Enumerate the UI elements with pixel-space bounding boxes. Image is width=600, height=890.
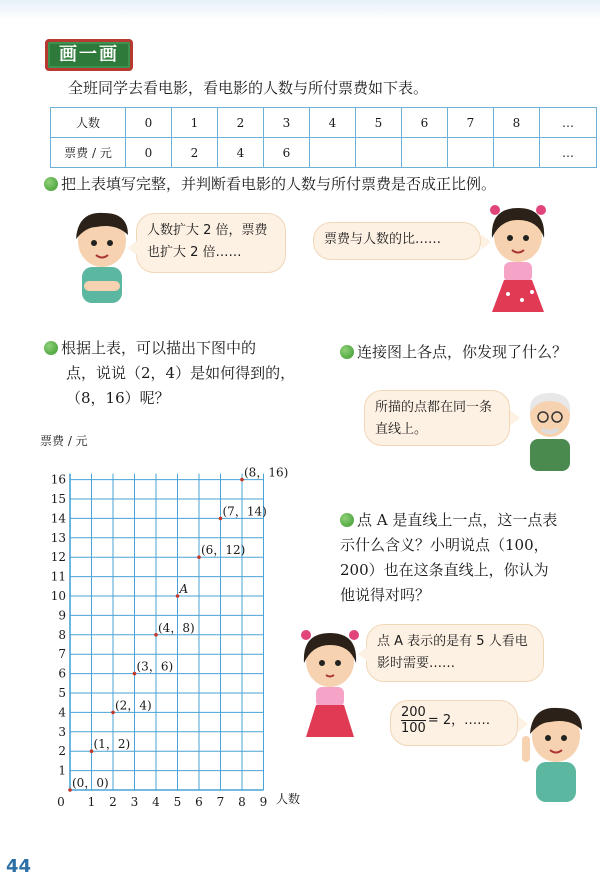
y-tick-label: 12 [50, 550, 66, 565]
page-number: 44 [6, 856, 32, 877]
x-tick-label: 8 [238, 795, 246, 809]
table-cell: 8 [494, 108, 540, 138]
x-tick-label: 0 [57, 795, 65, 809]
speech-bubble-boy-2 [390, 700, 518, 746]
data-point-label: (8，16) [244, 465, 289, 480]
x-tick-label: 9 [259, 795, 268, 809]
table-cell: 2 [172, 138, 218, 168]
x-tick-label: 7 [216, 795, 225, 809]
table-cell: 1 [172, 108, 218, 138]
bubble-tail [128, 240, 138, 256]
y-tick-label: 16 [50, 472, 66, 487]
y-axis-label: 票费 / 元 [40, 434, 88, 448]
fraction-result: = 2，…… [427, 713, 491, 728]
question-2 [44, 336, 304, 411]
speech-bubble-girl-2: 点 A 表示的是有 5 人看电影时需要…… [366, 624, 544, 682]
data-point-label: (3，6) [136, 659, 174, 674]
x-tick-label: 3 [130, 795, 139, 809]
y-tick-label: 15 [50, 492, 66, 506]
data-point-label: (7，14) [222, 504, 267, 519]
top-band [0, 0, 600, 20]
x-axis-label: 人数 [276, 792, 301, 806]
table-cell: 0 [126, 138, 172, 168]
question-4-line: 示什么含义？小明说点（100， [340, 536, 549, 554]
y-tick-label: 13 [50, 530, 66, 545]
question-4-line: 他说得对吗？ [340, 586, 431, 604]
section-title-badge: 画一画 [45, 39, 133, 71]
intro-text: 全班同学去看电影，看电影的人数与所付票费如下表。 [68, 79, 429, 97]
table-cell-blank[interactable] [448, 138, 494, 168]
green-dot-icon [340, 513, 354, 527]
table-cell: 0 [126, 108, 172, 138]
x-tick-label: 6 [195, 795, 203, 809]
green-dot-icon [44, 177, 58, 191]
table-header-fee: 票费 / 元 [51, 138, 126, 168]
table-header-people: 人数 [51, 108, 126, 138]
speech-bubble-grandpa: 所描的点都在同一条直线上。 [364, 390, 510, 446]
table-row-fee [51, 138, 597, 168]
table-cell-blank[interactable] [494, 138, 540, 168]
table-cell-blank[interactable] [402, 138, 448, 168]
table-cell: 2 [218, 108, 264, 138]
fraction-denominator: 100 [401, 721, 426, 736]
table-cell: … [540, 108, 597, 138]
y-tick-label: 5 [58, 686, 66, 700]
speech-bubble-girl: 票费与人数的比…… [313, 222, 481, 260]
y-tick-label: 8 [58, 627, 66, 642]
data-point-label: (2，4) [115, 698, 152, 713]
question-4-line: 200）也在这条直线上，你认为 [340, 561, 549, 579]
x-tick-label: 4 [152, 795, 160, 809]
y-tick-label: 11 [50, 569, 66, 584]
question-4-line: 点 A 是直线上一点，这一点表 [357, 511, 558, 529]
table-cell: 5 [356, 108, 402, 138]
data-point-label: (4，8) [158, 620, 195, 635]
question-2-line: 点，说说（2，4）是如何得到的， [66, 364, 296, 382]
data-point-label: (6，12) [201, 543, 246, 558]
boy-pointing-illustration [520, 700, 590, 815]
question-1 [44, 172, 496, 197]
table-cell: 6 [402, 108, 448, 138]
grandpa-illustration [518, 385, 584, 480]
table-cell: 4 [218, 138, 264, 168]
question-2-line: （8，16）呢？ [66, 389, 170, 407]
question-1-text: 把上表填写完整，并判断看电影的人数与所付票费是否成正比例。 [61, 175, 497, 193]
girl-illustration [478, 200, 558, 320]
y-tick-label: 7 [58, 647, 66, 662]
question-3 [340, 340, 567, 365]
bubble-tail [358, 646, 368, 662]
table-cell: 4 [310, 108, 356, 138]
table-cell: … [540, 138, 597, 168]
y-tick-label: 3 [58, 724, 66, 739]
boy-illustration [66, 205, 136, 315]
table-cell: 3 [264, 108, 310, 138]
y-tick-label: 6 [58, 666, 66, 681]
y-tick-label: 10 [50, 589, 66, 603]
data-point-label: (0，0) [72, 776, 109, 790]
y-tick-label: 1 [58, 763, 66, 778]
speech-bubble-boy: 人数扩大 2 倍，票费也扩大 2 倍…… [136, 213, 286, 273]
y-tick-label: 9 [58, 608, 66, 623]
question-2-line: 根据上表，可以描出下图中的 [61, 339, 257, 357]
y-tick-label: 4 [58, 705, 66, 720]
green-dot-icon [340, 345, 354, 359]
fraction-numerator: 200 [401, 705, 426, 720]
question-3-text: 连接图上各点，你发现了什么？ [357, 343, 568, 361]
y-tick-label: 14 [50, 511, 66, 526]
x-tick-label: 2 [109, 795, 117, 809]
table-cell-blank[interactable] [356, 138, 402, 168]
x-tick-label: 5 [173, 795, 182, 809]
table-row-people [51, 108, 597, 138]
x-tick-label: 1 [87, 795, 96, 809]
fraction [401, 705, 426, 736]
question-4 [340, 508, 590, 608]
y-tick-label: 2 [58, 744, 66, 759]
table-cell: 6 [264, 138, 310, 168]
table-cell-blank[interactable] [310, 138, 356, 168]
fee-table [50, 107, 597, 168]
data-point-label: (1，2) [93, 737, 131, 752]
data-point-label: A [179, 582, 189, 596]
girl-thinking-illustration [294, 625, 366, 745]
green-dot-icon [44, 341, 58, 355]
table-cell: 7 [448, 108, 494, 138]
